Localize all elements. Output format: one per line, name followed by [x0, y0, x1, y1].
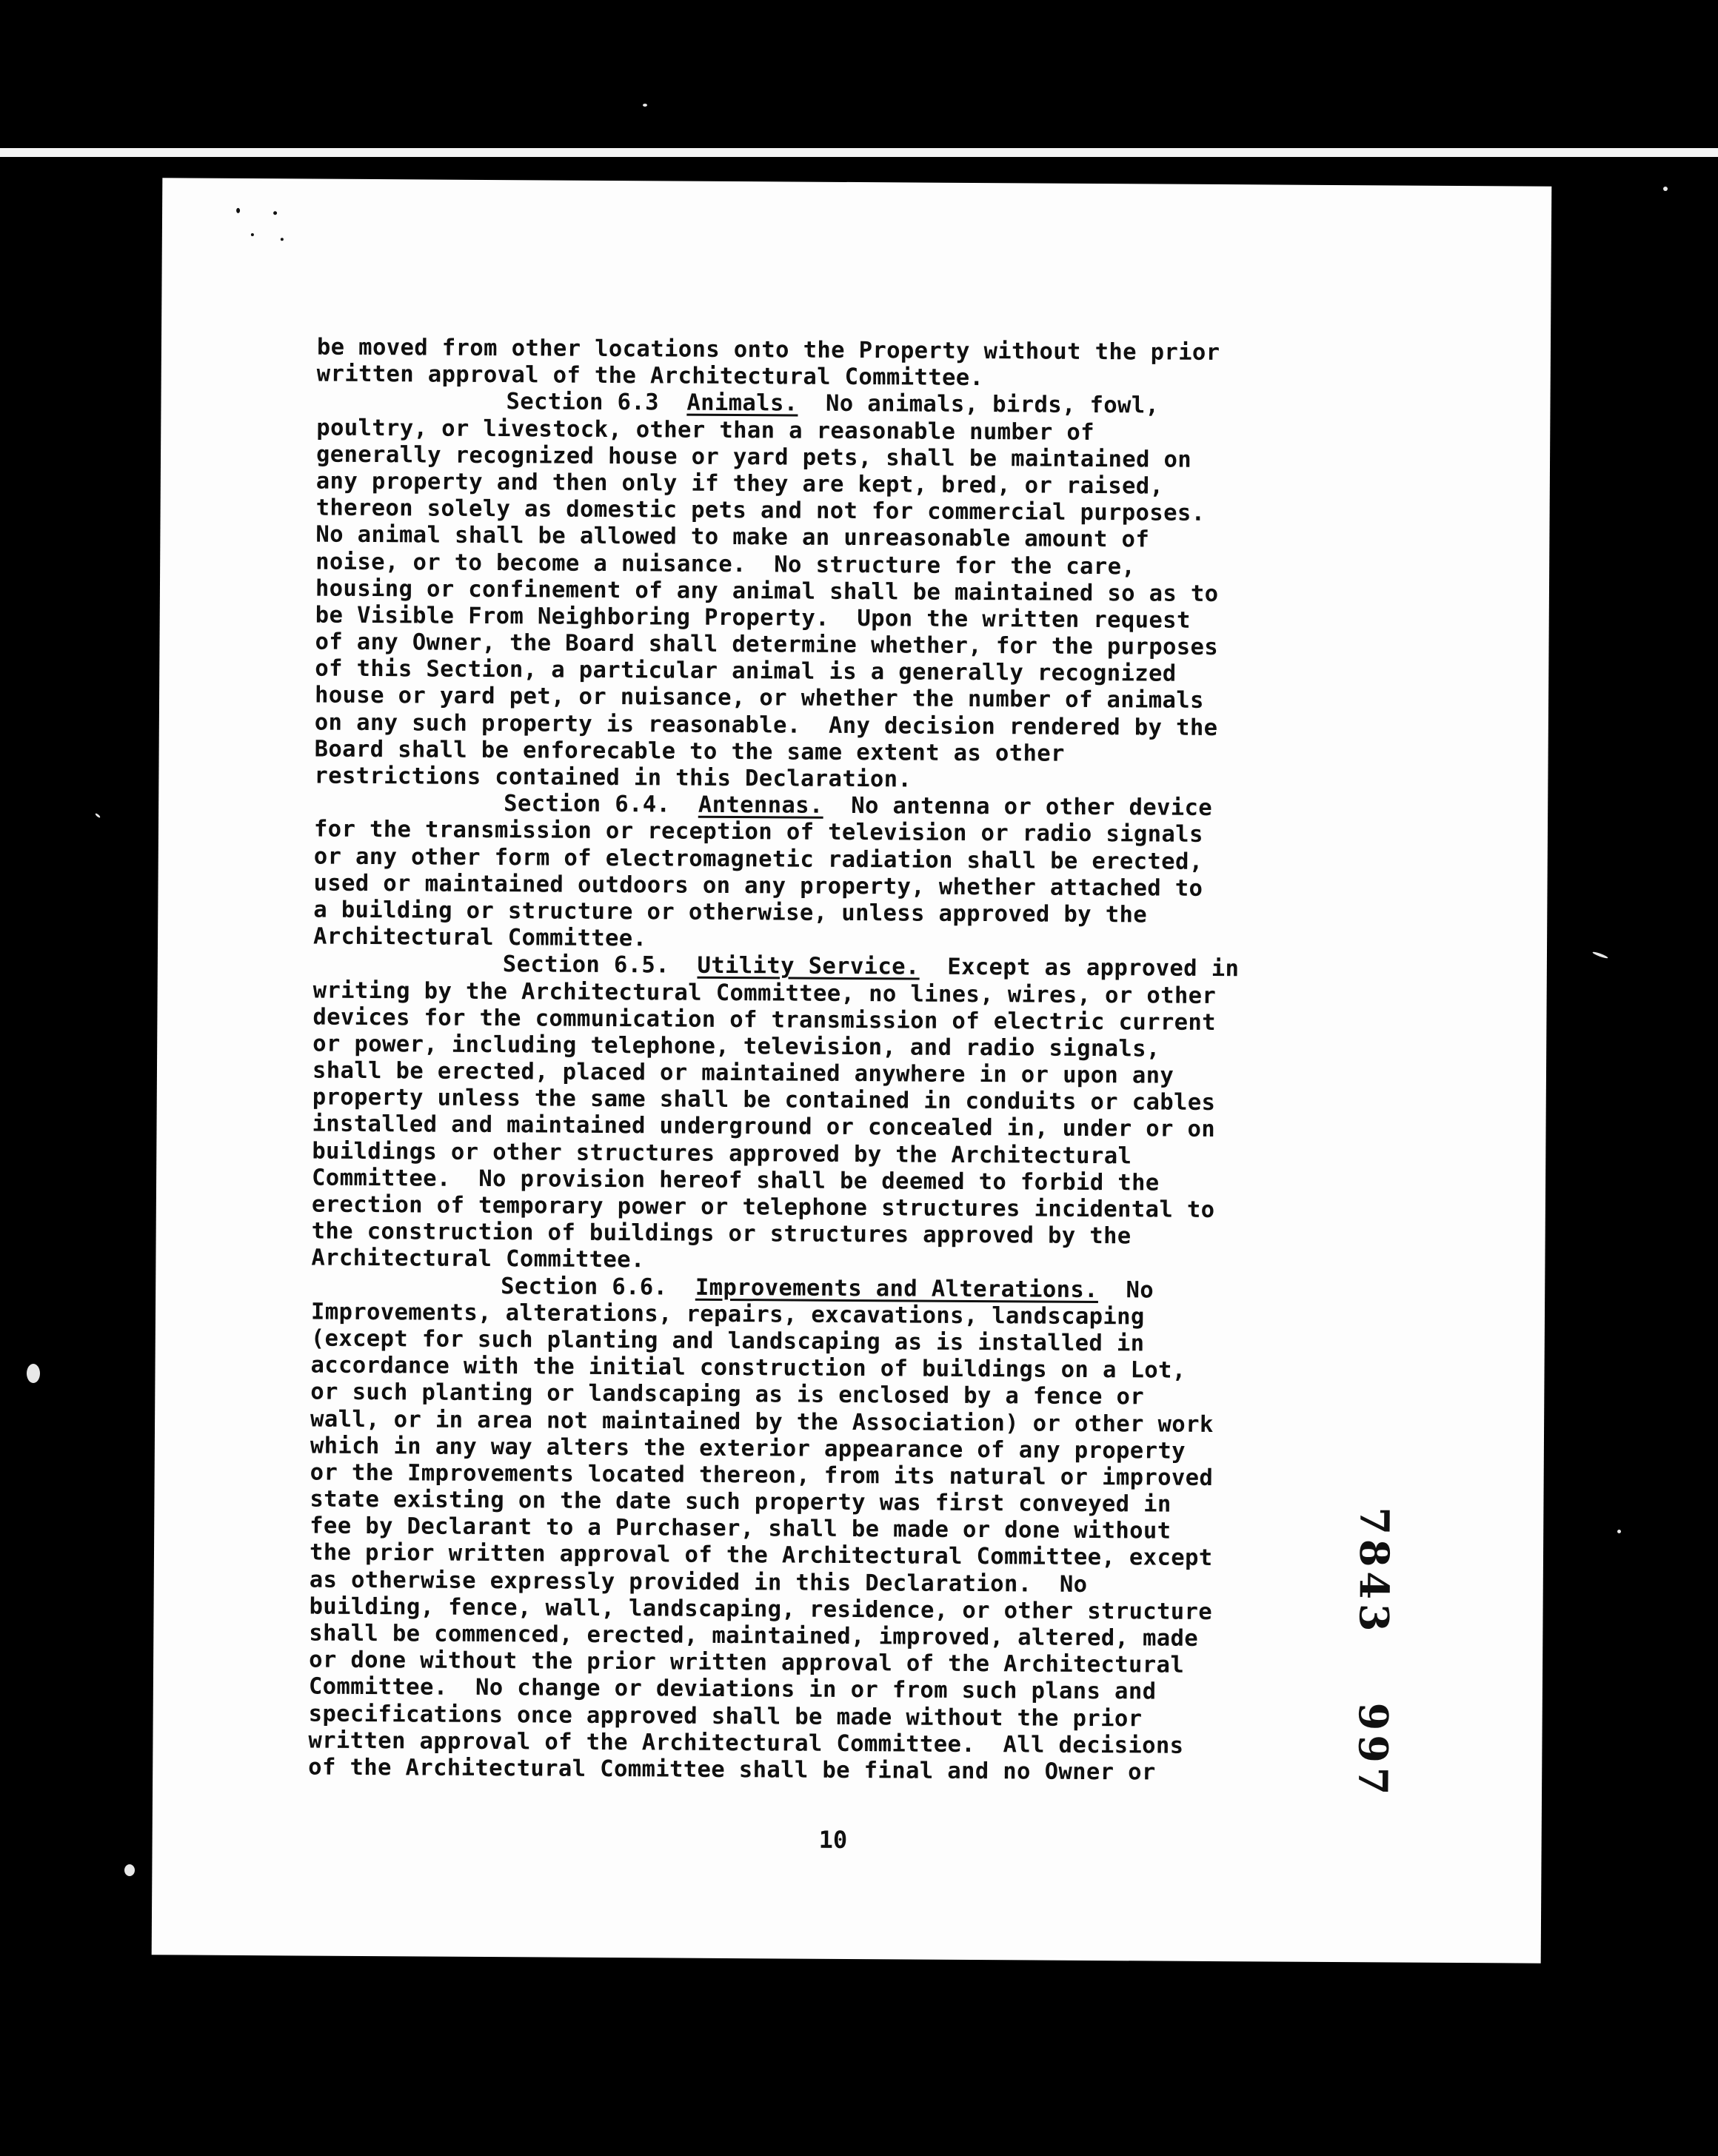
text-line: (except for such planting and landscaping as is installed in	[310, 1325, 1145, 1357]
text-line: wall, or in area not maintained by the Association) or other work	[310, 1406, 1214, 1438]
text-line: accordance with the initial construction of buildings on a Lot,	[310, 1352, 1186, 1384]
text-line: shall be commenced, erected, maintained, improved, altered, made	[309, 1620, 1199, 1652]
text-line: or such planting or landscaping as is enclosed by a fence or	[310, 1379, 1145, 1410]
section-title: Utility Service.	[697, 953, 920, 980]
text-line: erection of temporary power or telephone structures incidental to	[311, 1191, 1215, 1223]
text-line: the construction of buildings or structures approved by the	[311, 1218, 1132, 1250]
text-line: any property and then only if they are kept, bred, or raised,	[315, 468, 1164, 500]
text-line: of any Owner, the Board shall determine whether, for the purposes	[315, 629, 1219, 661]
text-line: shall be erected, placed or maintained anywhere in or upon any	[312, 1057, 1174, 1089]
text-line: state existing on the date such property was first conveyed in	[310, 1486, 1171, 1518]
scan-border-line	[0, 148, 1718, 157]
text-line: the prior written approval of the Architectural Committee, except	[309, 1539, 1213, 1572]
text-line: building, fence, wall, landscaping, residence, or other structure	[309, 1593, 1213, 1625]
scan-speck	[27, 1364, 40, 1383]
text-line: writing by the Architectural Committee, no lines, wires, or other	[312, 977, 1217, 1009]
text-line: of this Section, a particular animal is a generally recognized	[315, 655, 1177, 687]
text-line: Improvements, alterations, repairs, excavations, landscaping	[310, 1299, 1145, 1330]
text-line: on any such property is reasonable. Any decision rendered by the	[314, 709, 1218, 741]
section-number: Section 6.5.	[502, 951, 670, 979]
text-line: or power, including telephone, television, and radio signals,	[312, 1031, 1160, 1062]
section-first-line: No antenna or other device	[851, 793, 1213, 822]
text-line: Committee. No change or deviations in or from such plans and	[308, 1673, 1157, 1705]
text-line: No animal shall be allowed to make an unreasonable amount of	[315, 521, 1150, 553]
text-line: Architectural Committee.	[312, 923, 647, 952]
stamp-book-number: 7843	[1350, 1507, 1399, 1636]
scan-speck	[1663, 187, 1668, 191]
text-line: property unless the same shall be contained in conduits or cables	[312, 1084, 1216, 1116]
stamp-page-number: 997	[1349, 1702, 1397, 1800]
section-number: Section 6.4.	[504, 791, 671, 818]
text-line: Committee. No provision hereof shall be deemed to forbid the	[311, 1165, 1160, 1196]
scan-speck	[1617, 1530, 1621, 1533]
text-line: be Visible From Neighboring Property. Upon the written request	[315, 602, 1191, 634]
scan-speck	[1592, 951, 1608, 959]
section-first-line: Except as approved in	[947, 954, 1240, 982]
text-line: or any other form of electromagnetic radiation shall be erected,	[313, 843, 1203, 875]
text-line: or the Improvements located thereon, from its natural or improved	[310, 1459, 1214, 1491]
text-line: be moved from other locations onto the Property without the prior	[316, 334, 1220, 366]
document-page	[152, 178, 1552, 1963]
text-line: generally recognized house or yard pets, shall be maintained on	[315, 441, 1192, 473]
text-line: written approval of the Architectural Committee.	[316, 361, 984, 392]
scan-speck	[273, 211, 277, 215]
scan-speck	[251, 233, 254, 236]
text-line: a building or structure or otherwise, unless approved by the	[313, 897, 1148, 928]
section-first-line: No animals, birds, fowl,	[825, 391, 1160, 419]
section-title: Antennas.	[698, 791, 823, 819]
text-line: which in any way alters the exterior appearance of any property	[310, 1433, 1186, 1464]
text-line: noise, or to become a nuisance. No structure for the care,	[315, 549, 1136, 580]
text-line: used or maintained outdoors on any property, whether attached to	[313, 870, 1203, 902]
text-line: poultry, or livestock, other than a reasonable number of	[316, 415, 1095, 446]
text-line: buildings or other structures approved by the Architectural	[312, 1138, 1132, 1169]
section-title: Improvements and Alterations.	[695, 1274, 1099, 1303]
section-number: Section 6.3	[506, 389, 660, 416]
text-line: restrictions contained in this Declaration.	[314, 763, 912, 793]
scan-speck	[124, 1864, 135, 1876]
document-body	[308, 335, 1420, 1788]
scan-speck	[643, 104, 647, 107]
scan-speck	[281, 238, 284, 241]
page-number: 10	[818, 1825, 848, 1854]
text-line: written approval of the Architectural Committee. All decisions	[308, 1727, 1184, 1759]
text-line: Board shall be enforecable to the same extent as other	[314, 736, 1065, 767]
text-line: fee by Declarant to a Purchaser, shall be made or done without	[310, 1513, 1171, 1544]
text-line: housing or confinement of any animal shall be maintained so as to	[315, 575, 1219, 607]
text-line: house or yard pet, or nuisance, or whether the number of animals	[314, 683, 1204, 714]
scan-speck	[95, 813, 101, 818]
section-number: Section 6.6.	[501, 1273, 668, 1301]
text-line: of the Architectural Committee shall be final and no Owner or	[308, 1754, 1156, 1786]
recording-stamp	[1349, 1507, 1399, 1803]
section-title: Animals.	[686, 389, 798, 417]
text-line: thereon solely as domestic pets and not for commercial purposes.	[315, 495, 1206, 527]
text-line: installed and maintained underground or concealed in, under or on	[312, 1111, 1216, 1143]
text-line: devices for the communication of transmission of electric current	[312, 1004, 1217, 1036]
text-line: or done without the prior written approval of the Architectural	[309, 1647, 1185, 1678]
section-first-line: No	[1126, 1276, 1154, 1304]
text-line: Architectural Committee.	[311, 1245, 645, 1273]
text-line: specifications once approved shall be made without the prior	[308, 1701, 1143, 1732]
text-line: as otherwise expressly provided in this Declaration. No	[309, 1567, 1088, 1598]
text-line: for the transmission or reception of television or radio signals	[313, 816, 1203, 848]
scan-speck	[236, 208, 240, 213]
